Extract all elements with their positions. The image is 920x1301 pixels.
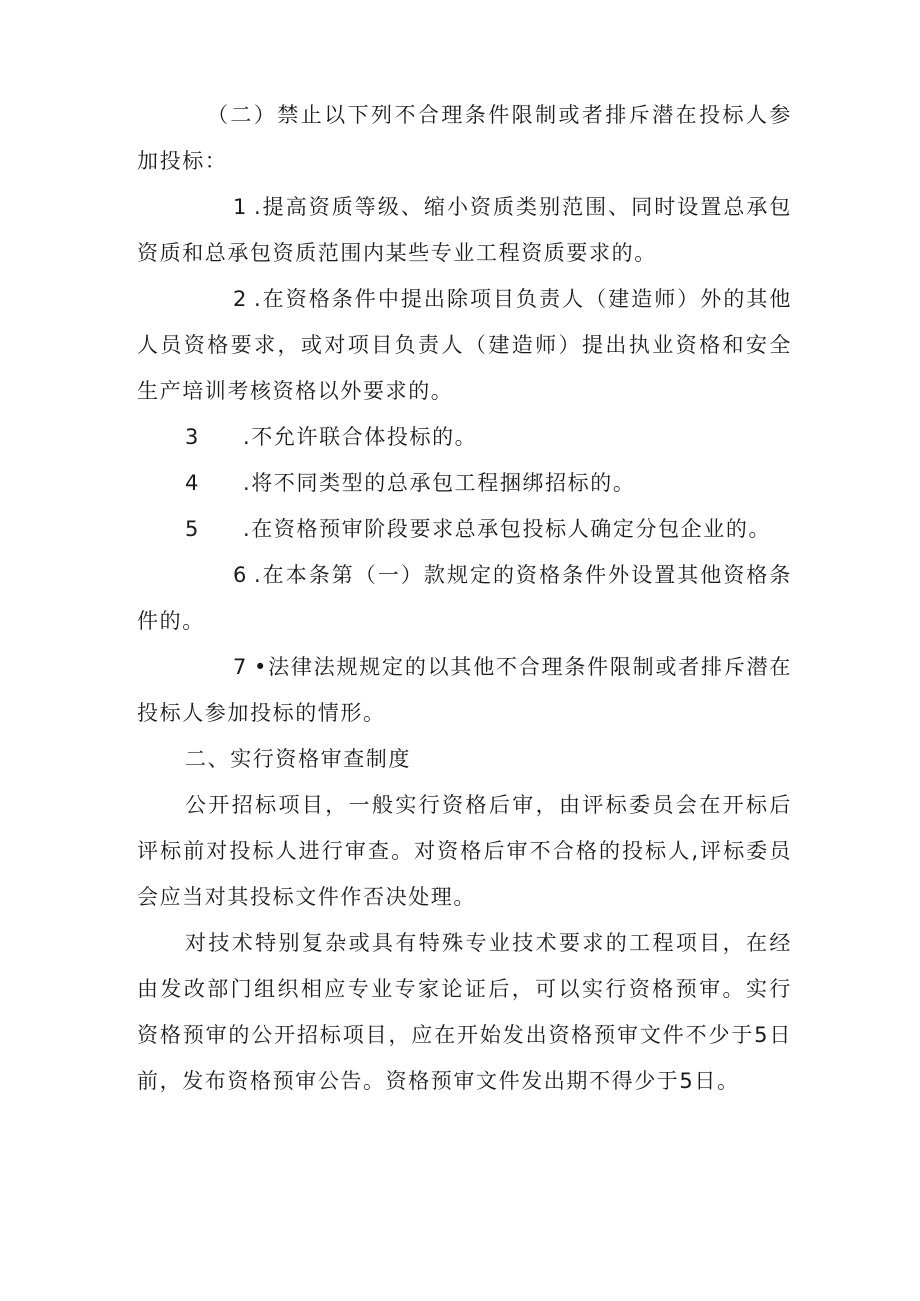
list-item-text: .在资格条件中提出除项目负责人（建造师）外的其他人员资格要求，或对项目负责人（建造师）提出执业资格和安全生产培训考核资格以外要求的。 [137,287,792,403]
part2-heading: 二、实行资格审查制度 [185,747,411,771]
list-item-number: 5 [185,517,200,541]
list-item-number: 3 [185,425,200,449]
list-item-number: 6 [233,563,248,587]
list-item-number: 1 [233,195,248,219]
list-item-number: 7 [233,655,248,679]
list-item-number: 4 [185,471,200,495]
list-item-text: .在资格预审阶段要求总承包投标人确定分包企业的。 [243,517,772,541]
list-item-3 [137,414,792,460]
list-item-6 [137,552,792,644]
list-item-text: .不允许联合体投标的。 [243,425,478,449]
list-item-number: 2 [233,287,248,311]
list-item-text: .提高资质等级、缩小资质类别范围、同时设置总承包资质和总承包资质范围内某些专业工程资质要求的。 [137,195,792,265]
list-item-text: •法律法规规定的以其他不合理条件限制或者排斥潜在投标人参加投标的情形。 [137,655,792,725]
list-item-4 [137,460,792,506]
list-item-7 [137,644,792,736]
paragraph-2: 对技术特别复杂或具有特殊专业技术要求的工程项目，在经由发改部门组织相应专业专家论证后，可以实行资格预审。实行资格预审的公开招标项目，应在开始发出资格预审文件不少于5日前，发布资格预审公告。资格预审文件发出期不得少于5日。 [137,931,792,1093]
list-item-text: .在本条第（一）款规定的资格条件外设置其他资格条件的。 [137,563,792,633]
list-item-2 [137,276,792,414]
paragraph-1: 公开招标项目，一般实行资格后审，由评标委员会在开标后评标前对投标人进行审查。对资格后审不合格的投标人,评标委员会应当对其投标文件作否决处理。 [137,793,792,909]
list-item-1 [137,184,792,276]
document-body [137,92,792,1104]
list-item-5 [137,506,792,552]
list-item-text: .将不同类型的总承包工程捆绑招标的。 [243,471,636,495]
section-heading: （二）禁止以下列不合理条件限制或者排斥潜在投标人参加投标： [137,103,792,173]
